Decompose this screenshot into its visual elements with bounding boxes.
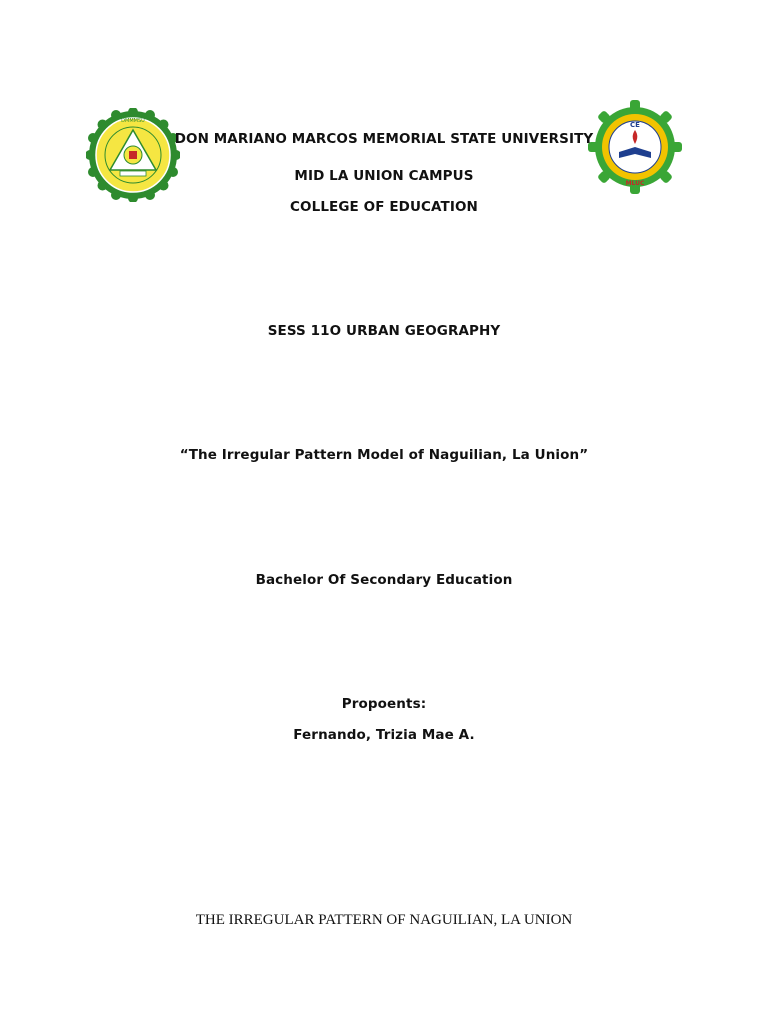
degree-program: Bachelor Of Secondary Education: [255, 572, 513, 588]
university-name: DON MARIANO MARCOS MEMORIAL STATE UNIVERSITY: [174, 131, 594, 147]
proponents-label: Propoents:: [341, 696, 427, 712]
course-title: SESS 11O URBAN GEOGRAPHY: [267, 323, 501, 339]
proponent-name: Fernando, Trizia Mae A.: [293, 727, 475, 743]
campus-name: MID LA UNION CAMPUS: [294, 168, 474, 184]
svg-text:MLUC: MLUC: [625, 180, 645, 187]
document-title: “The Irregular Pattern Model of Naguilian, La Union”: [179, 447, 589, 463]
svg-text:CE: CE: [630, 121, 640, 129]
footer-title: THE IRREGULAR PATTERN OF NAGUILIAN, LA UNION: [195, 912, 573, 928]
college-name: COLLEGE OF EDUCATION: [290, 199, 478, 215]
university-seal-icon: [86, 108, 180, 202]
svg-text:DMMMSU: DMMMSU: [121, 118, 145, 124]
